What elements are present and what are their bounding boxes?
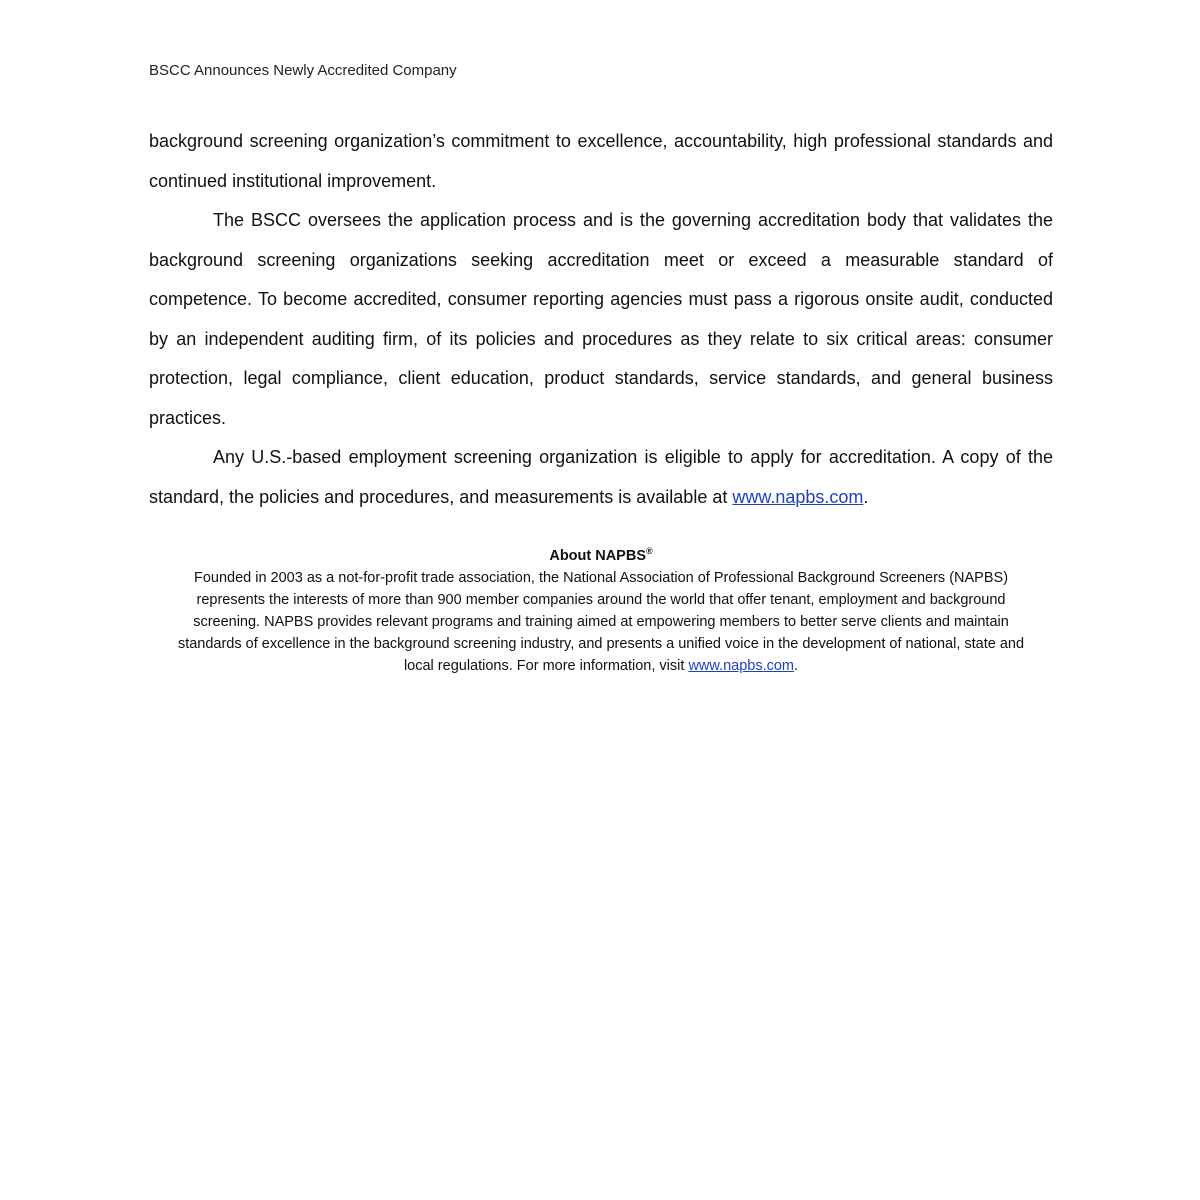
about-body-end: . [794, 658, 799, 674]
about-napbs-link[interactable]: www.napbs.com [688, 658, 795, 674]
paragraph-bscc-oversight: The BSCC oversees the application process and is the governing accreditation body that validates the background screening organizations seeking accreditation meet or exceed a measurable standard of competence. To become accredited, consumer reporting agencies must pass a rigorous onsite audit, conducted by an independent auditing firm, of its policies and procedures as they relate to six critical areas: consumer protection, legal compliance, client education, product standards, service standards, and general business practices. [149, 210, 1053, 428]
paragraph-continued: background screening organization’s commitment to excellence, accountability, high professional standards and continued institutional improvement. [149, 131, 1053, 191]
paragraph-eligibility [149, 438, 1053, 517]
about-body [149, 567, 1053, 677]
napbs-link[interactable]: www.napbs.com [732, 486, 864, 507]
registered-mark: ® [646, 546, 653, 557]
body-text [149, 122, 1053, 517]
paragraph-eligibility-end: . [863, 486, 869, 507]
paragraph-eligibility-text: Any U.S.-based employment screening organization is eligible to apply for accreditation. A copy of the standard, the policies and procedures, and measurements is available at [149, 447, 1053, 507]
about-section [149, 545, 1053, 677]
running-header: BSCC Announces Newly Accredited Company [149, 62, 457, 79]
about-body-text: Founded in 2003 as a not-for-profit trade association, the National Association of Professional Background Screeners (NAPBS) represents the interests of more than 900 member companies around the world that offer tenant, employment and background screening. NAPBS provides relevant programs and training aimed at empowering members to better serve clients and maintain standards of excellence in the background screening industry, and presents a unified voice in the development of national, state and local regulations. For more information, visit [177, 570, 1025, 674]
about-title [149, 545, 1053, 567]
about-title-text: About NAPBS [549, 548, 647, 564]
